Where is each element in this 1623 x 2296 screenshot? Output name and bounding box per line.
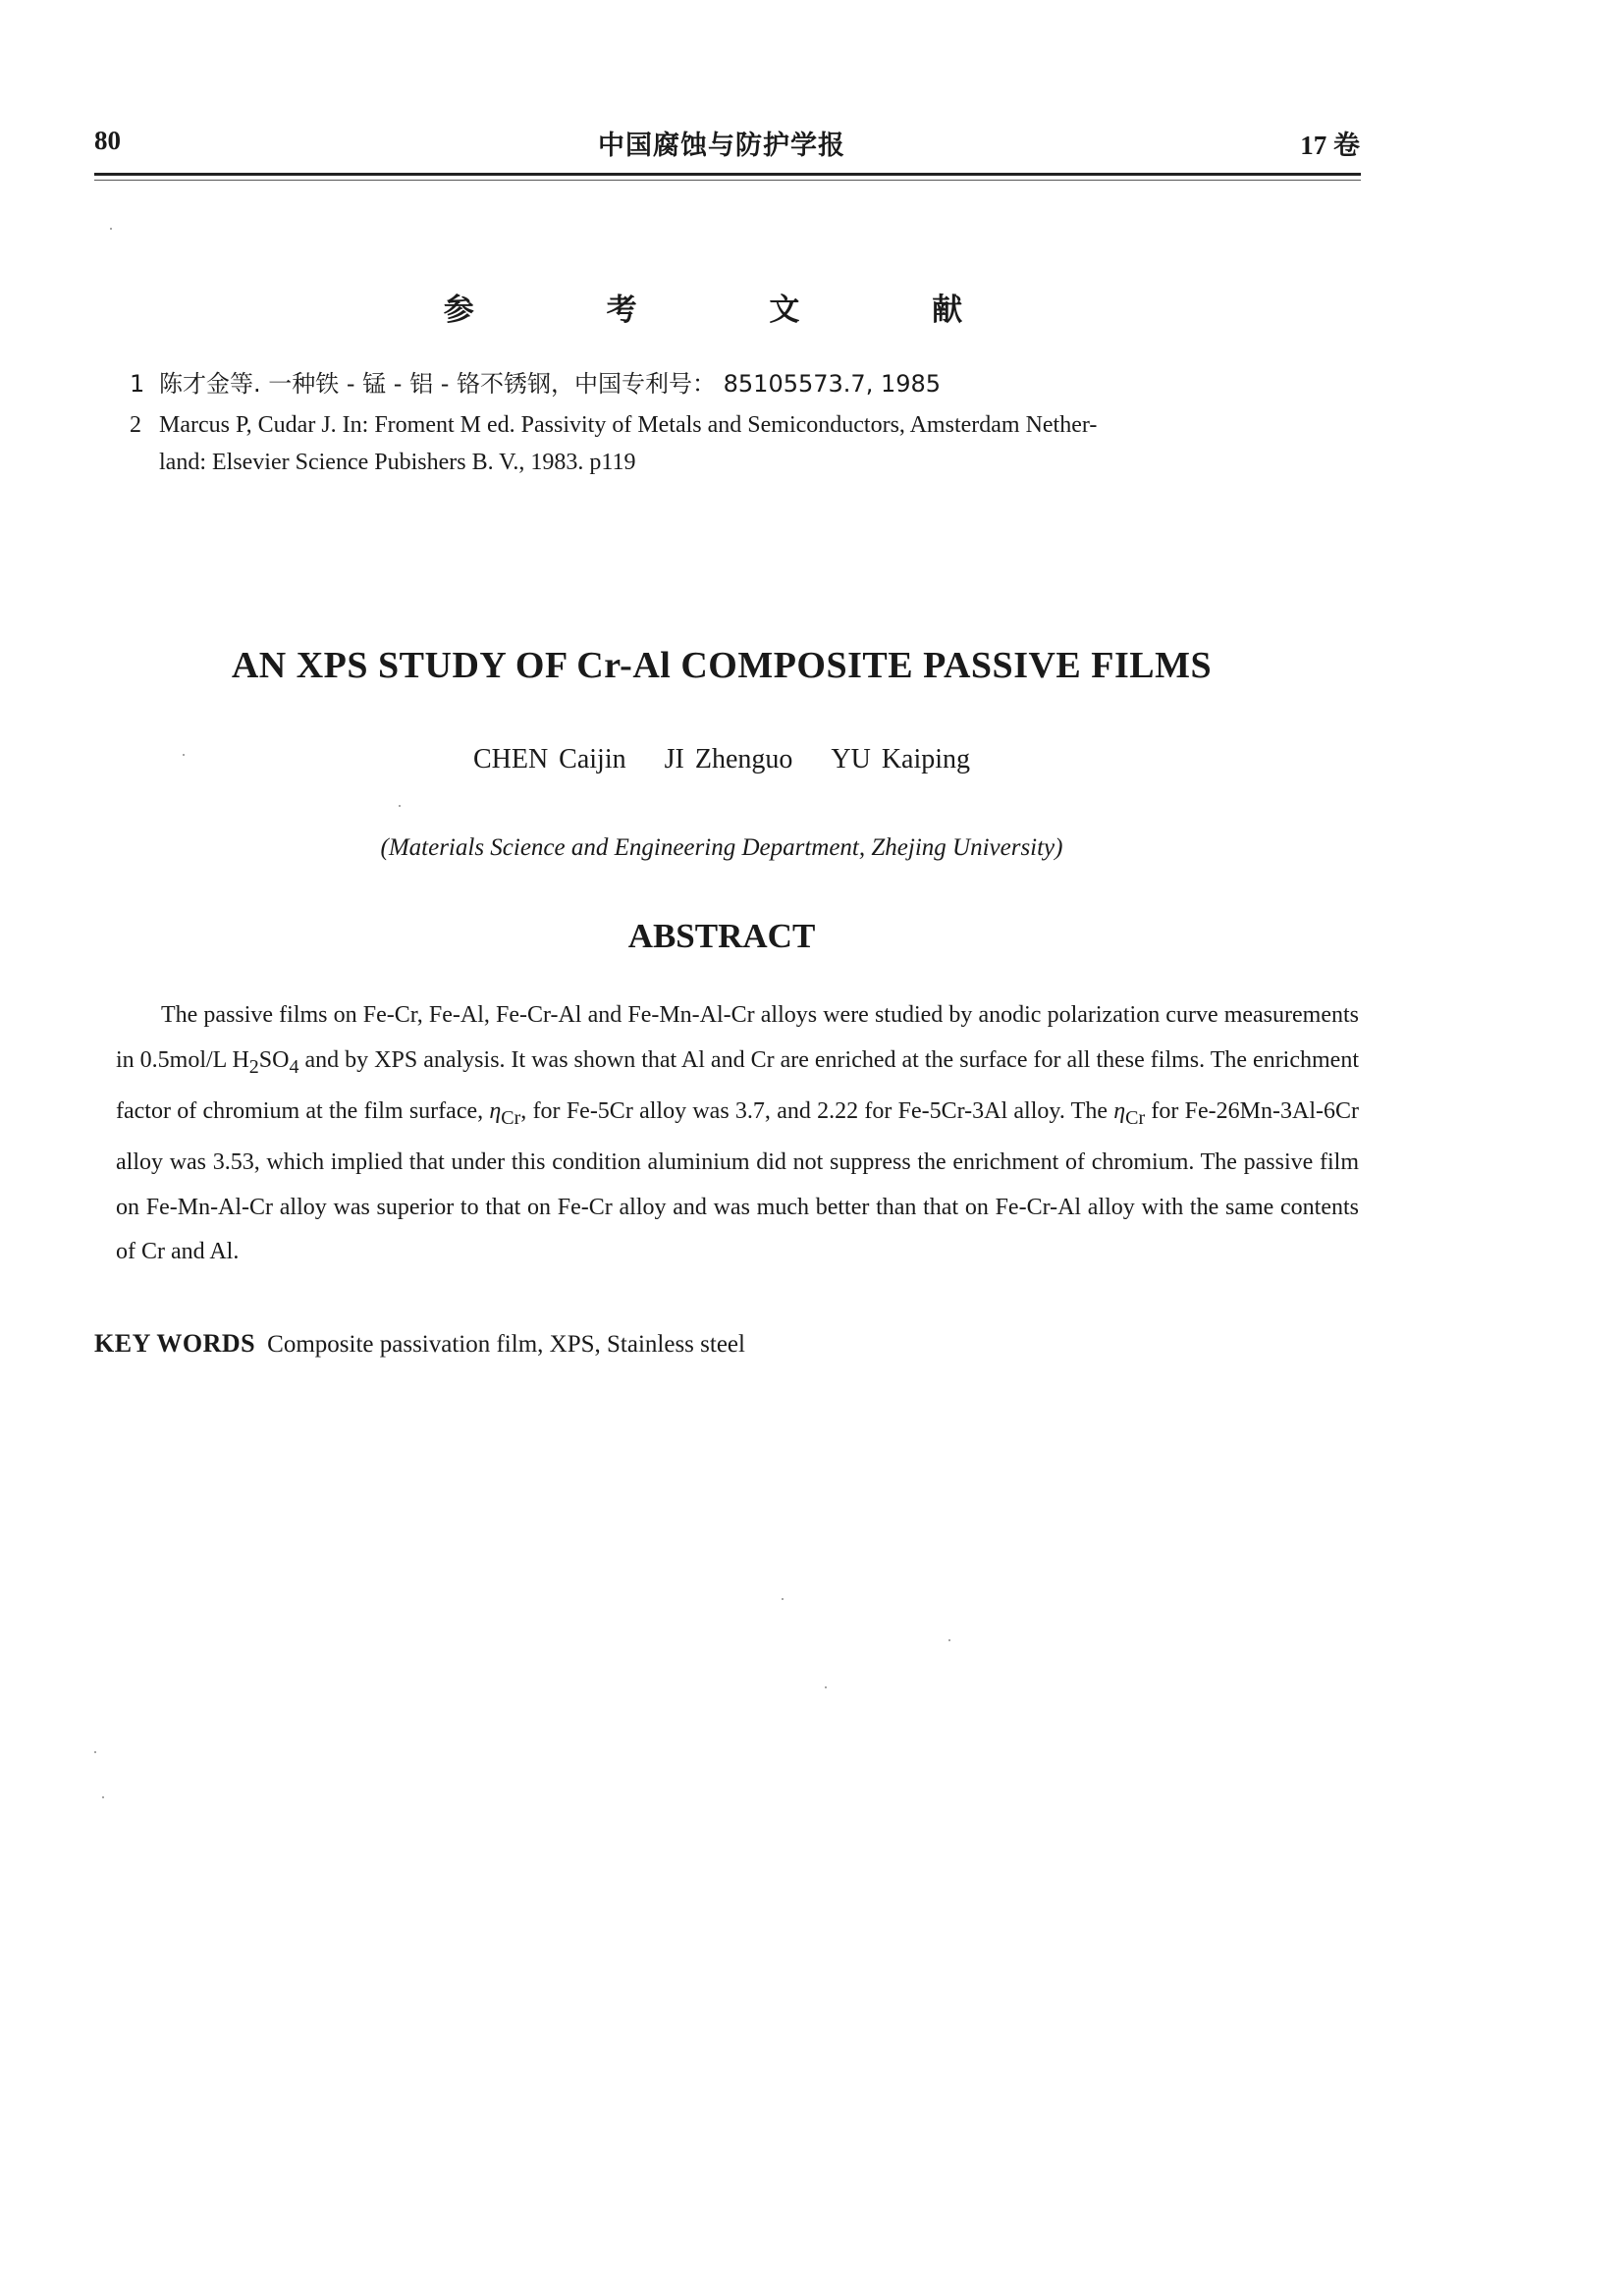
subscript: Cr	[1125, 1106, 1146, 1129]
reference-item	[130, 406, 1363, 481]
header-rule-thin	[94, 180, 1361, 181]
author-name: CHEN Caijin	[472, 744, 626, 774]
abstract-body	[116, 993, 1359, 1275]
keywords-label: KEY WORDS	[94, 1329, 256, 1358]
reference-item	[130, 365, 941, 402]
abstract-text-segment: for Fe-26Mn-3Al-6Cr alloy was 3.53, which implied that under this condition aluminium did not suppress the enrichment of chromium. The passive film on Fe-Mn-Al-Cr alloy was superior to that on Fe-Cr alloy and was much better than that on Fe-Cr-Al alloy with the same contents of Cr and Al.	[116, 1097, 1359, 1265]
article-title: AN XPS STUDY OF Cr-Al COMPOSITE PASSIVE FILMS	[231, 645, 1213, 686]
abstract-text-segment: SO	[258, 1046, 290, 1073]
header-rule	[94, 173, 1361, 176]
eta-symbol: η	[1113, 1097, 1126, 1124]
scan-speck	[948, 1639, 950, 1641]
scan-speck	[110, 228, 112, 230]
reference-text: Marcus P, Cudar J. In: Froment M ed. Passivity of Metals and Semiconductors, Amsterdam Nether-	[159, 412, 1098, 438]
journal-title: 中国腐蚀与防护学报	[598, 131, 845, 161]
subscript: 4	[289, 1055, 299, 1078]
scan-speck	[825, 1686, 827, 1688]
scan-speck	[183, 754, 185, 756]
keywords	[94, 1329, 745, 1359]
reference-text: 陈才金等. 一种铁 - 锰 - 铝 - 铬不锈钢，中国专利号： 85105573.7, 1985	[159, 370, 942, 398]
affiliation: (Materials Science and Engineering Department, Zhejing University)	[380, 834, 1063, 861]
author-name: JI Zhenguo	[664, 744, 793, 774]
scan-speck	[94, 1751, 96, 1753]
author-name: YU Kaiping	[831, 744, 971, 774]
references-heading: 参 考 文 献	[443, 293, 1001, 328]
keywords-text: Composite passivation film, XPS, Stainless steel	[267, 1331, 745, 1358]
eta-symbol: η	[489, 1097, 502, 1124]
page-number: 80	[94, 126, 121, 155]
scan-speck	[399, 805, 401, 807]
abstract-heading: ABSTRACT	[627, 917, 816, 955]
subscript: 2	[248, 1055, 259, 1078]
scan-speck	[102, 1796, 104, 1798]
subscript: Cr	[501, 1106, 521, 1129]
reference-text-continued: land: Elsevier Science Pubishers B. V., 1983. p119	[159, 450, 636, 475]
abstract-text-segment: , for Fe-5Cr alloy was 3.7, and 2.22 for Fe-5Cr-3Al alloy. The	[520, 1097, 1114, 1124]
volume-label: 17 卷	[1300, 131, 1360, 160]
abstract-text-segment: and by XPS analysis. It was shown that Al and Cr are enriched at the surface for all these films. The enrichment factor of chromium at the film surface,	[116, 1046, 1359, 1124]
author-list	[0, 744, 1443, 775]
reference-number: 2	[130, 412, 141, 438]
abstract-text-segment: The passive films on Fe-Cr, Fe-Al, Fe-Cr-Al and Fe-Mn-Al-Cr alloys were studied by anodic polarization curve measurements in 0.5mol/L H	[116, 1002, 1359, 1073]
scan-speck	[782, 1598, 784, 1600]
reference-number: 1	[130, 370, 145, 398]
